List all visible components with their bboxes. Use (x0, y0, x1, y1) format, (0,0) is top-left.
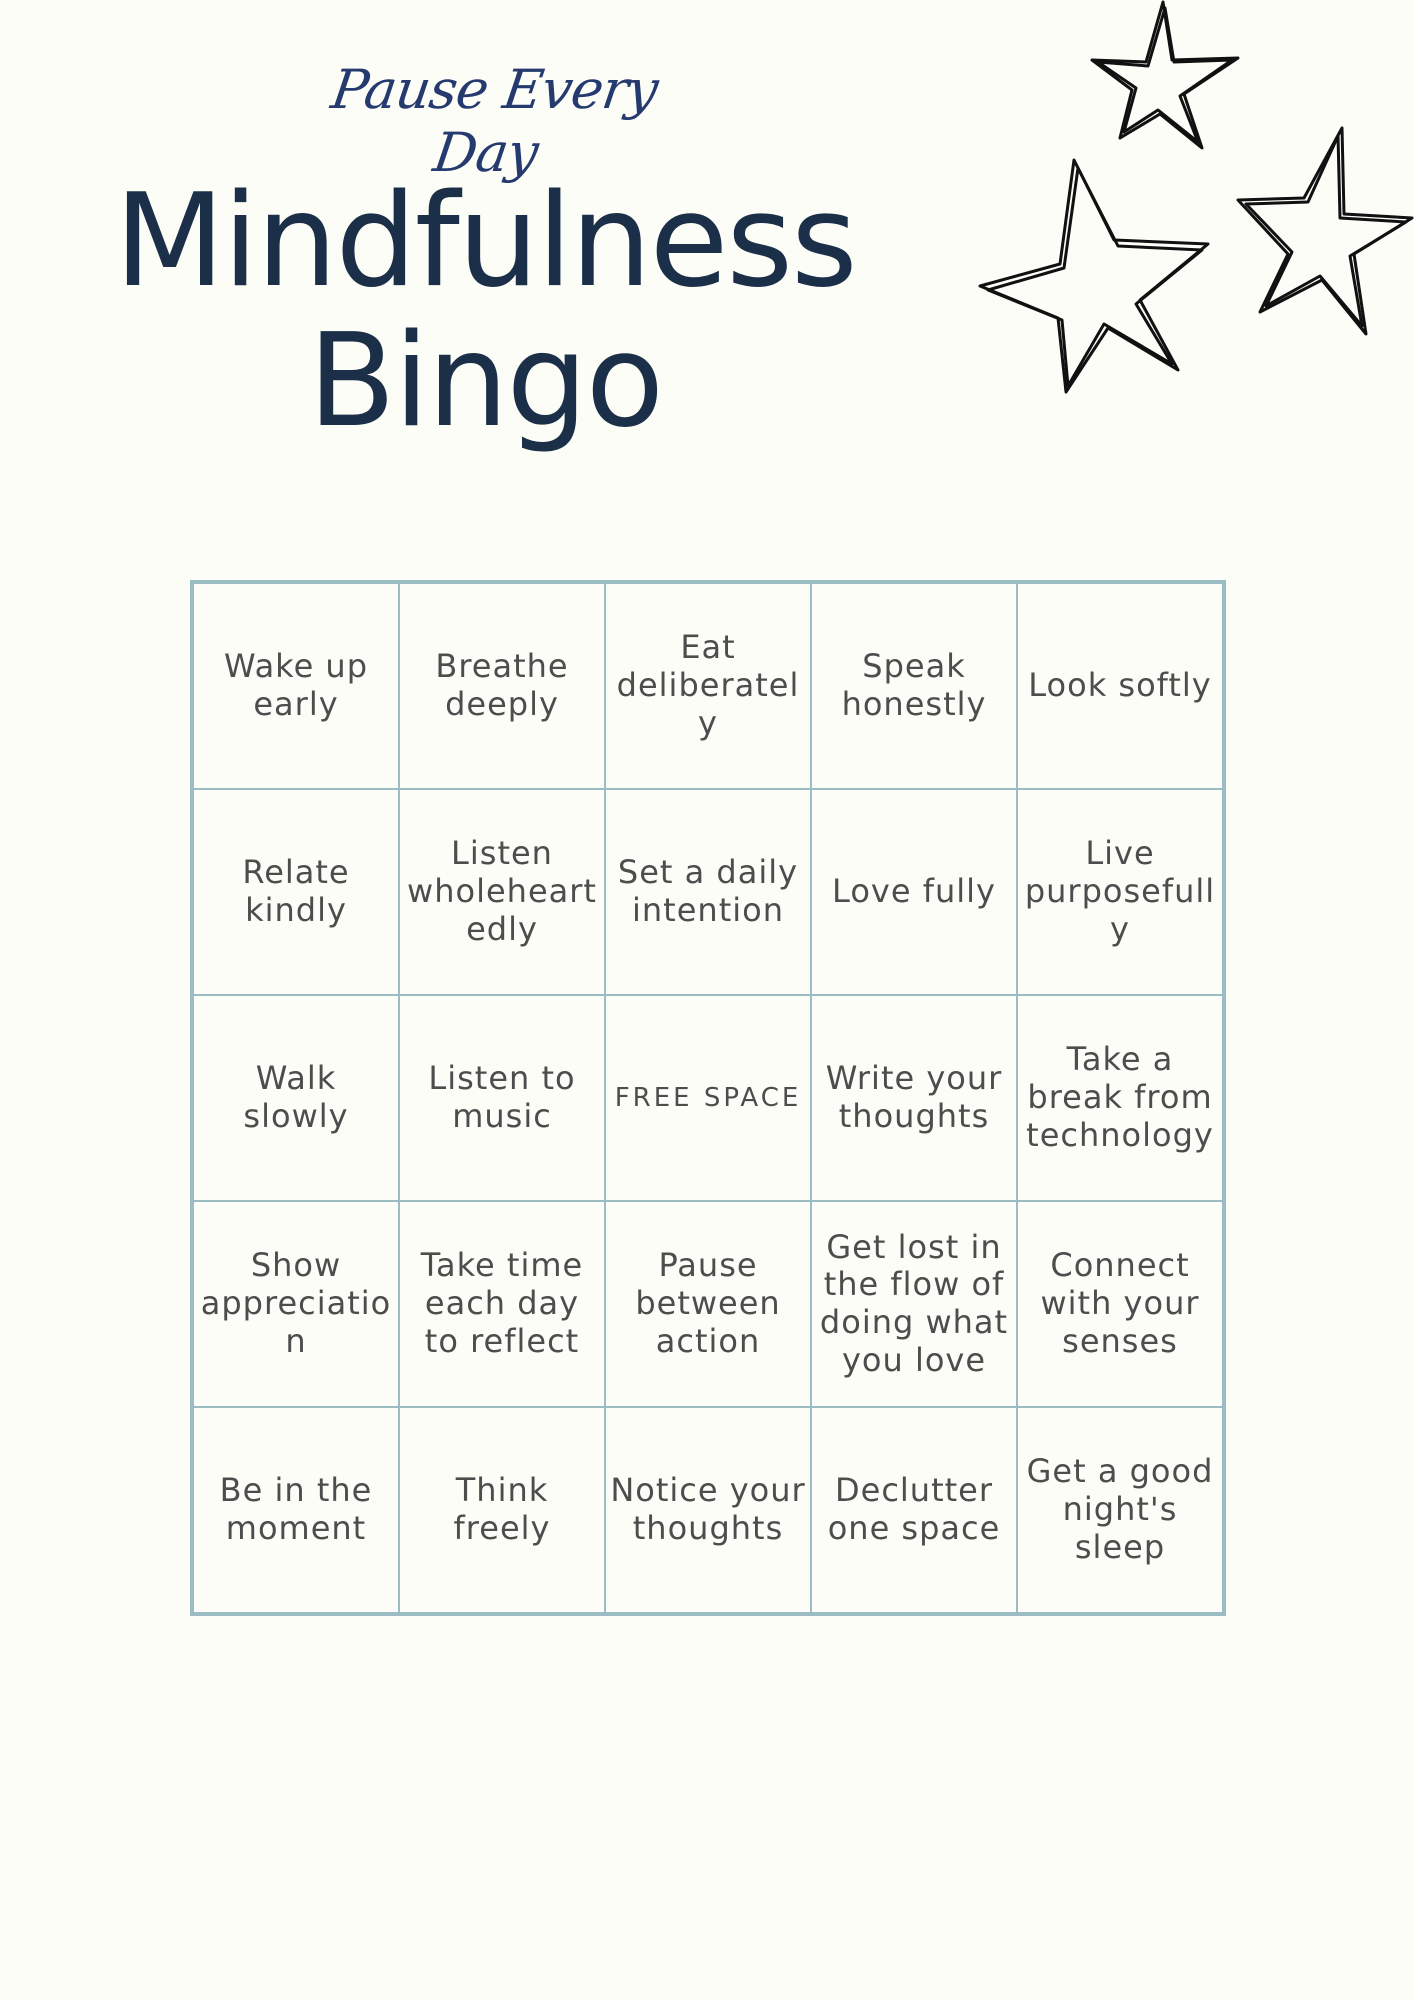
star-icon (980, 160, 1208, 392)
page-title-line-1: Mindfulness (114, 167, 856, 316)
bingo-cell: Connect with your senses (1017, 1201, 1223, 1407)
bingo-cell: Eat deliberately (605, 583, 811, 789)
star-icon (1092, 2, 1238, 148)
bingo-cell: Notice your thoughts (605, 1407, 811, 1613)
stars-decoration (970, 0, 1414, 420)
star-icon (1238, 128, 1412, 334)
bingo-cell: Write your thoughts (811, 995, 1017, 1201)
bingo-cell: Walk slowly (193, 995, 399, 1201)
free-space-cell: FREE SPACE (605, 995, 811, 1201)
bingo-cell: Live purposefully (1017, 789, 1223, 995)
bingo-grid (190, 580, 1226, 1616)
bingo-cell: Declutter one space (811, 1407, 1017, 1613)
bingo-cell: Wake up early (193, 583, 399, 789)
bingo-cell: Show appreciation (193, 1201, 399, 1407)
bingo-cell: Set a daily intention (605, 789, 811, 995)
bingo-cell: Get lost in the flow of doing what you love (811, 1201, 1017, 1407)
bingo-cell: Listen to music (399, 995, 605, 1201)
bingo-cell: Take time each day to reflect (399, 1201, 605, 1407)
bingo-cell: Speak honestly (811, 583, 1017, 789)
script-subtitle: Pause Every Day (327, 58, 662, 184)
page-title-line-2: Bingo (307, 307, 663, 456)
bingo-cell: Take a break from technology (1017, 995, 1223, 1201)
bingo-cell: Breathe deeply (399, 583, 605, 789)
bingo-cell: Love fully (811, 789, 1017, 995)
bingo-cell: Relate kindly (193, 789, 399, 995)
bingo-cell: Look softly (1017, 583, 1223, 789)
bingo-cell: Think freely (399, 1407, 605, 1613)
bingo-cell: Be in the moment (193, 1407, 399, 1613)
bingo-cell: Listen wholeheartedly (399, 789, 605, 995)
bingo-cell: Get a good night's sleep (1017, 1407, 1223, 1613)
bingo-cell: Pause between action (605, 1201, 811, 1407)
